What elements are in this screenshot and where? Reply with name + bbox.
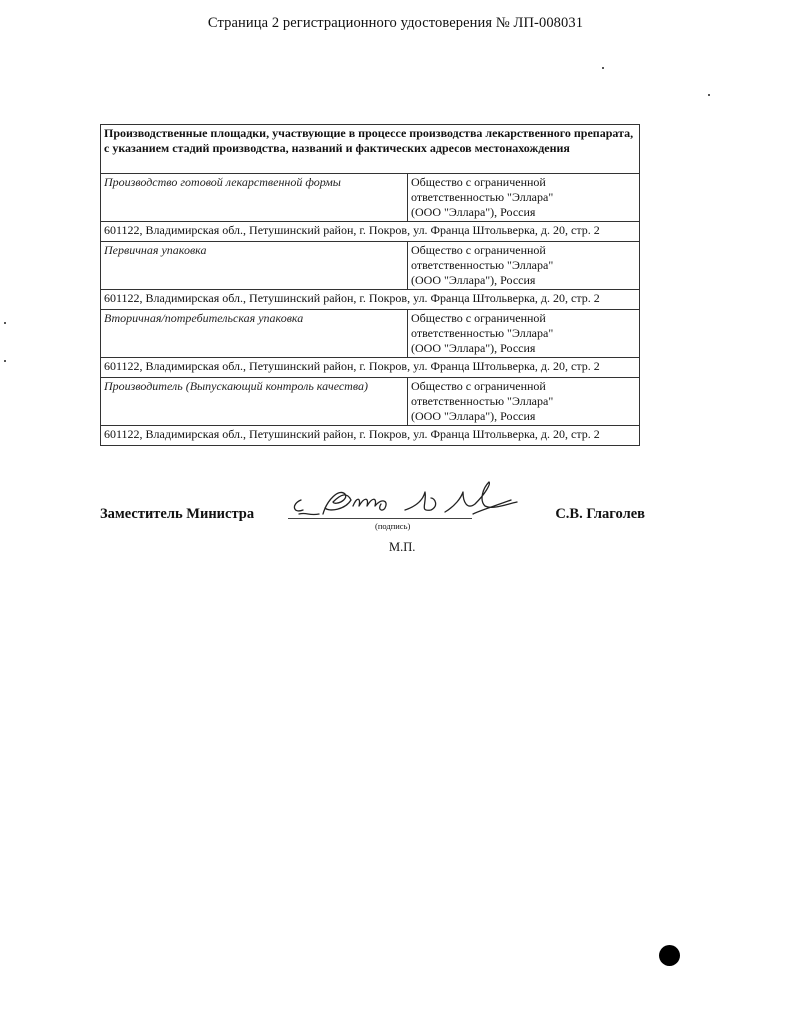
company-line: (ООО "Эллара"), Россия bbox=[411, 409, 536, 423]
production-sites-table bbox=[100, 124, 640, 446]
stage-cell: Производитель (Выпускающий контроль качества) bbox=[101, 378, 408, 426]
handwritten-signature bbox=[285, 470, 535, 522]
company-line: ответственностью "Эллара" bbox=[411, 394, 554, 408]
table-row bbox=[101, 358, 640, 378]
table-heading: Производственные площадки, участвующие в процессе производства лекарственного препарата, с указанием стадий производства, названий и фактических адресов местонахождения bbox=[101, 125, 640, 174]
scan-speck bbox=[602, 67, 604, 69]
company-line: ответственностью "Эллара" bbox=[411, 190, 554, 204]
company-cell bbox=[408, 378, 640, 426]
company-line: ответственностью "Эллара" bbox=[411, 326, 554, 340]
table-heading-row bbox=[101, 125, 640, 174]
signer-position: Заместитель Министра bbox=[100, 506, 255, 522]
signature-line bbox=[288, 518, 472, 519]
company-line: Общество с ограниченной bbox=[411, 243, 546, 257]
company-line: (ООО "Эллара"), Россия bbox=[411, 205, 536, 219]
company-cell bbox=[408, 174, 640, 222]
signer-name: С.В. Глаголев bbox=[555, 506, 645, 522]
table-row bbox=[101, 242, 640, 290]
stage-cell: Производство готовой лекарственной формы bbox=[101, 174, 408, 222]
scan-speck bbox=[708, 94, 710, 96]
table-row bbox=[101, 222, 640, 242]
page-title: Страница 2 регистрационного удостоверения № ЛП-008031 bbox=[207, 15, 584, 31]
address-cell: 601122, Владимирская обл., Петушинский район, г. Покров, ул. Франца Штольверка, д. 20, стр. 2 bbox=[101, 290, 640, 310]
table-row bbox=[101, 174, 640, 222]
company-line: ответственностью "Эллара" bbox=[411, 258, 554, 272]
scan-speck bbox=[4, 360, 6, 362]
address-cell: 601122, Владимирская обл., Петушинский район, г. Покров, ул. Франца Штольверка, д. 20, стр. 2 bbox=[101, 426, 640, 446]
company-line: Общество с ограниченной bbox=[411, 379, 546, 393]
company-line: Общество с ограниченной bbox=[411, 311, 546, 325]
company-cell bbox=[408, 310, 640, 358]
signature-caption: (подпись) bbox=[375, 521, 411, 531]
scan-speck bbox=[4, 322, 6, 324]
stage-cell: Первичная упаковка bbox=[101, 242, 408, 290]
company-cell bbox=[408, 242, 640, 290]
company-line: Общество с ограниченной bbox=[411, 175, 546, 189]
table-row bbox=[101, 290, 640, 310]
address-cell: 601122, Владимирская обл., Петушинский район, г. Покров, ул. Франца Штольверка, д. 20, стр. 2 bbox=[101, 222, 640, 242]
address-cell: 601122, Владимирская обл., Петушинский район, г. Покров, ул. Франца Штольверка, д. 20, стр. 2 bbox=[101, 358, 640, 378]
company-line: (ООО "Эллара"), Россия bbox=[411, 341, 536, 355]
table-row bbox=[101, 310, 640, 358]
table-row bbox=[101, 378, 640, 426]
scan-mark-dot bbox=[659, 945, 680, 966]
stage-cell: Вторичная/потребительская упаковка bbox=[101, 310, 408, 358]
stamp-label: М.П. bbox=[389, 540, 416, 554]
table-row bbox=[101, 426, 640, 446]
company-line: (ООО "Эллара"), Россия bbox=[411, 273, 536, 287]
